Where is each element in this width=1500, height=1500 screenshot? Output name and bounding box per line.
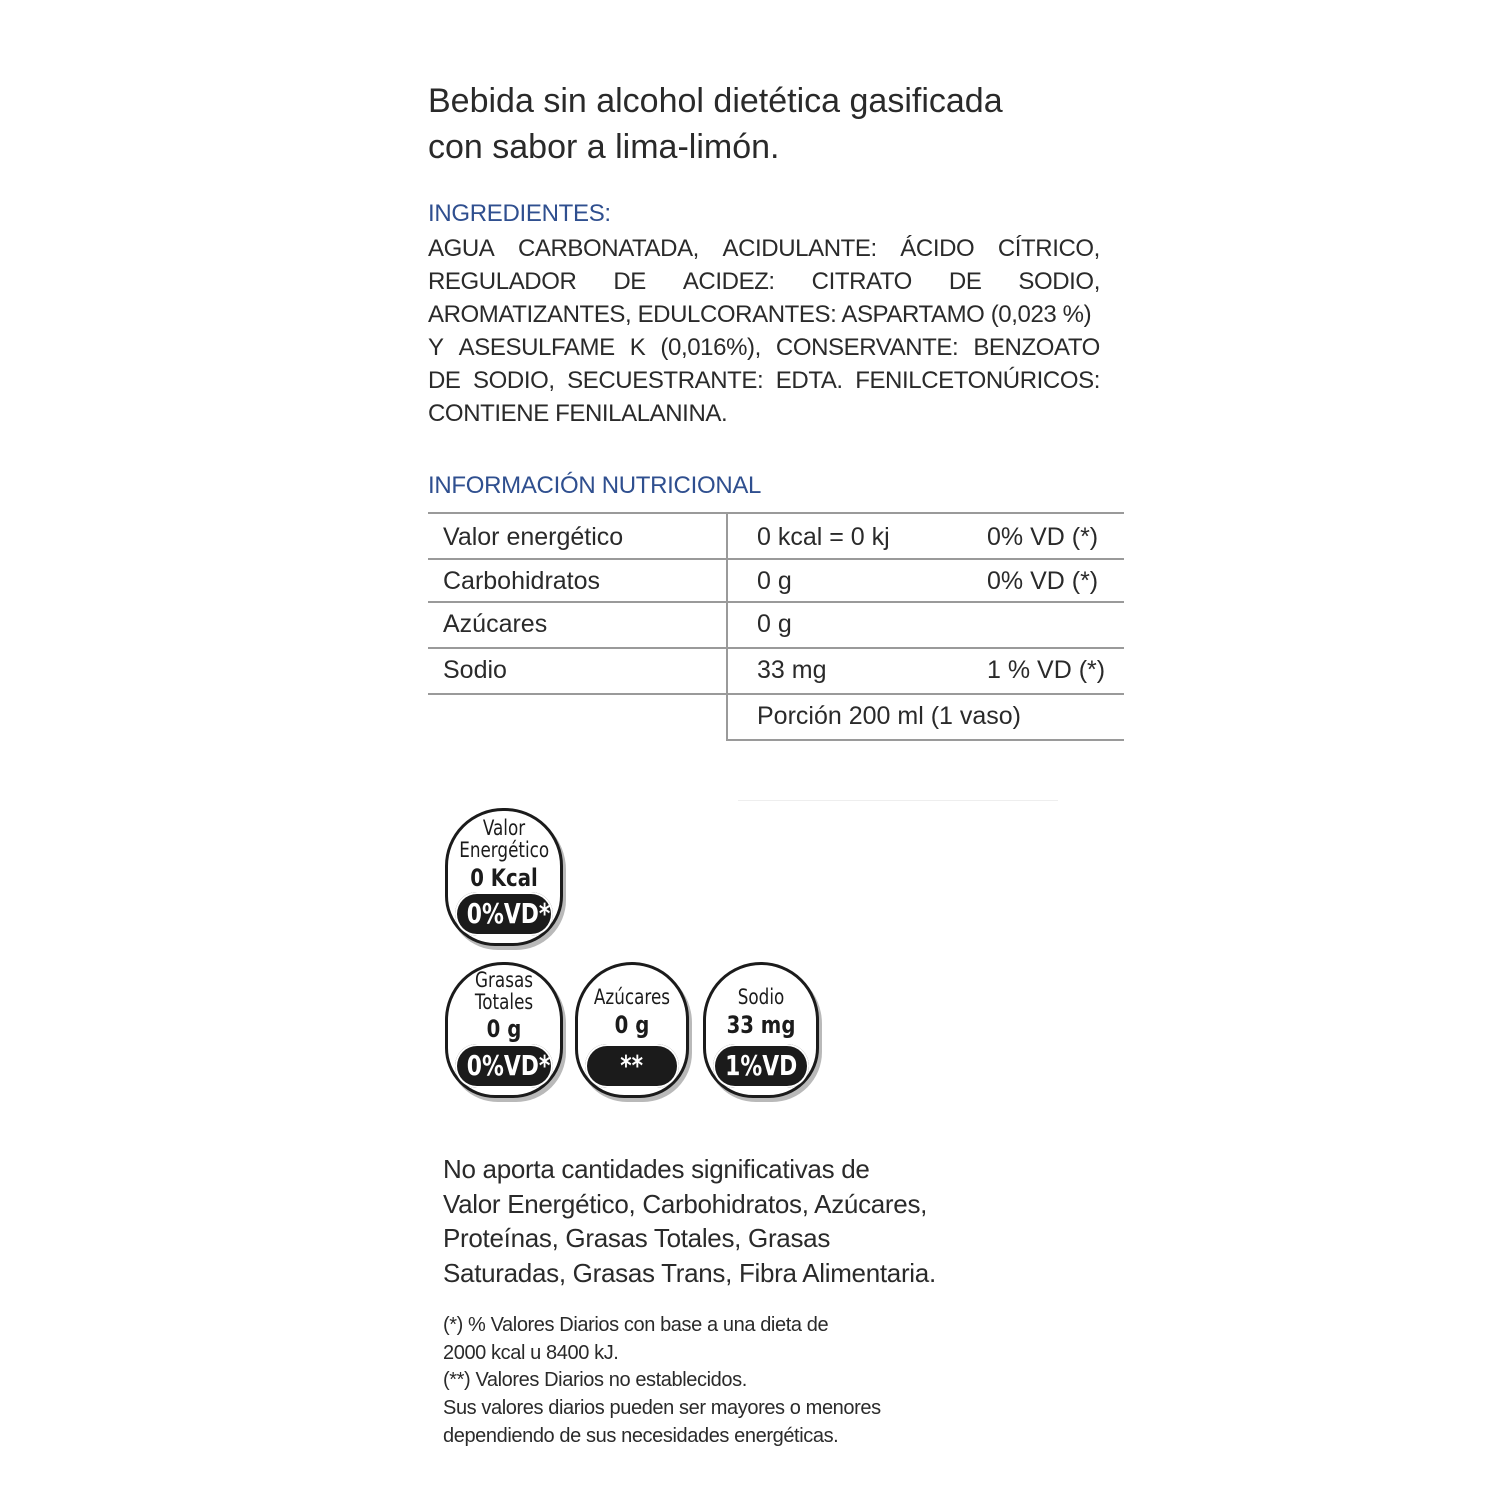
ingredients-line-1 (428, 232, 1100, 265)
nutrient-label: Sodio (443, 656, 507, 684)
word: (0,016%), (660, 334, 761, 361)
word: REGULADOR (428, 268, 577, 295)
sugar-badge (575, 962, 689, 1098)
word: Y (428, 334, 444, 361)
column-divider (726, 693, 728, 739)
badge-name: Energético (459, 838, 550, 862)
word: CONSERVANTE: (775, 334, 959, 361)
footnote-line: dependiendo de sus necesidades energéticas. (443, 1424, 839, 1447)
table-row (428, 647, 1124, 693)
ingredients-heading: INGREDIENTES: (428, 200, 611, 227)
word: ACIDULANTE: (722, 235, 877, 262)
word: CÍTRICO, (997, 235, 1100, 262)
badge-vd: ** (620, 1049, 644, 1082)
badge-vd-pill (455, 1044, 553, 1088)
badge-vd: 0%VD* (466, 1049, 551, 1082)
total-fat-badge (445, 962, 563, 1098)
word: EDTA. (775, 367, 843, 394)
badge-name: Totales (474, 990, 534, 1014)
word: ÁCIDO (900, 235, 975, 262)
word: ACIDEZ: (682, 268, 775, 295)
nutrient-amount: 0 kcal = 0 kj (757, 523, 890, 551)
word: FENILCETONÚRICOS: (855, 367, 1100, 394)
ingredients-line-4 (428, 331, 1100, 364)
badge-value: 0 Kcal (470, 864, 538, 892)
footnote-line: (*) % Valores Diarios con base a una dieta de (443, 1314, 829, 1336)
serving-size: Porción 200 ml (1 vaso) (757, 702, 1022, 730)
nutrition-heading: INFORMACIÓN NUTRICIONAL (428, 472, 762, 499)
nutrient-label: Azúcares (443, 610, 548, 638)
footnote-line: 2000 kcal u 8400 kJ. (443, 1341, 619, 1364)
word: K (629, 334, 646, 361)
badge-name: Sodio (737, 985, 785, 1009)
column-divider (726, 647, 728, 693)
table-row (428, 558, 1124, 601)
word: AGUA (428, 235, 495, 262)
word: DE (428, 367, 461, 394)
footnote-line: (**) Valores Diarios no establecidos. (443, 1369, 747, 1392)
table-row (428, 693, 1124, 739)
nutrient-label: Valor energético (443, 523, 624, 551)
note-line: Valor Energético, Carbohidratos, Azúcares, (443, 1188, 928, 1219)
ingredients-line-3: AROMATIZANTES, EDULCORANTES: ASPARTAMO (0,023 %) (428, 301, 1092, 328)
ingredients-line-5 (428, 364, 1100, 397)
table-row (428, 601, 1124, 647)
nutrient-amount: 0 g (757, 567, 792, 595)
word: SODIO, (1018, 268, 1100, 295)
nutrition-table (428, 512, 1124, 739)
badge-vd-pill (585, 1044, 679, 1088)
word: SODIO, (473, 367, 555, 394)
nutrient-amount: 0 g (757, 610, 792, 638)
product-title-line-1: Bebida sin alcohol dietética gasificada (428, 82, 1003, 120)
word: CARBONATADA, (517, 235, 699, 262)
column-divider (726, 514, 728, 558)
nutrient-label: Carbohidratos (443, 567, 601, 595)
ingredients-line-2 (428, 265, 1100, 298)
badge-name: Azúcares (593, 985, 671, 1009)
word: SECUESTRANTE: (567, 367, 764, 394)
sodium-badge (703, 962, 819, 1098)
ingredients-line-6: CONTIENE FENILALANINA. (428, 400, 728, 427)
column-divider (726, 601, 728, 647)
nutrient-amount: 33 mg (757, 656, 827, 684)
badge-value: 0 g (614, 1011, 650, 1039)
divider (738, 800, 1058, 801)
badge-vd-pill (713, 1044, 809, 1088)
note-line: Saturadas, Grasas Trans, Fibra Alimentaria. (443, 1257, 936, 1288)
badge-vd: 0%VD* (466, 897, 551, 930)
not-significant-note (443, 1152, 1003, 1290)
badge-value: 33 mg (726, 1011, 796, 1039)
badge-vd: 1%VD (724, 1049, 798, 1082)
note-line: Proteínas, Grasas Totales, Grasas (443, 1223, 831, 1253)
product-title-line-2: con sabor a lima-limón. (428, 128, 780, 166)
note-line: No aporta cantidades significativas de (443, 1154, 870, 1184)
product-title (428, 78, 1108, 170)
badge-name: Grasas (474, 968, 534, 992)
word: DE (948, 268, 982, 295)
nutrient-vd: 1 % VD (*) (987, 656, 1106, 684)
nutrient-vd: 0% VD (*) (987, 523, 1099, 551)
badge-vd-pill (455, 892, 553, 936)
table-row (428, 512, 1124, 558)
word: ASESULFAME (458, 334, 615, 361)
badge-value: 0 g (486, 1015, 522, 1043)
ingredients-text (428, 232, 1100, 430)
footnotes (443, 1312, 963, 1451)
row-divider (726, 739, 1124, 741)
word: CITRATO (811, 268, 912, 295)
column-divider (726, 558, 728, 601)
word: DE (613, 268, 646, 295)
word: BENZOATO (973, 334, 1100, 361)
footnote-line: Sus valores diarios pueden ser mayores o menores (443, 1397, 881, 1420)
nutrient-vd: 0% VD (*) (987, 567, 1099, 595)
energy-badge (445, 808, 563, 946)
badge-name: Valor (482, 816, 526, 840)
